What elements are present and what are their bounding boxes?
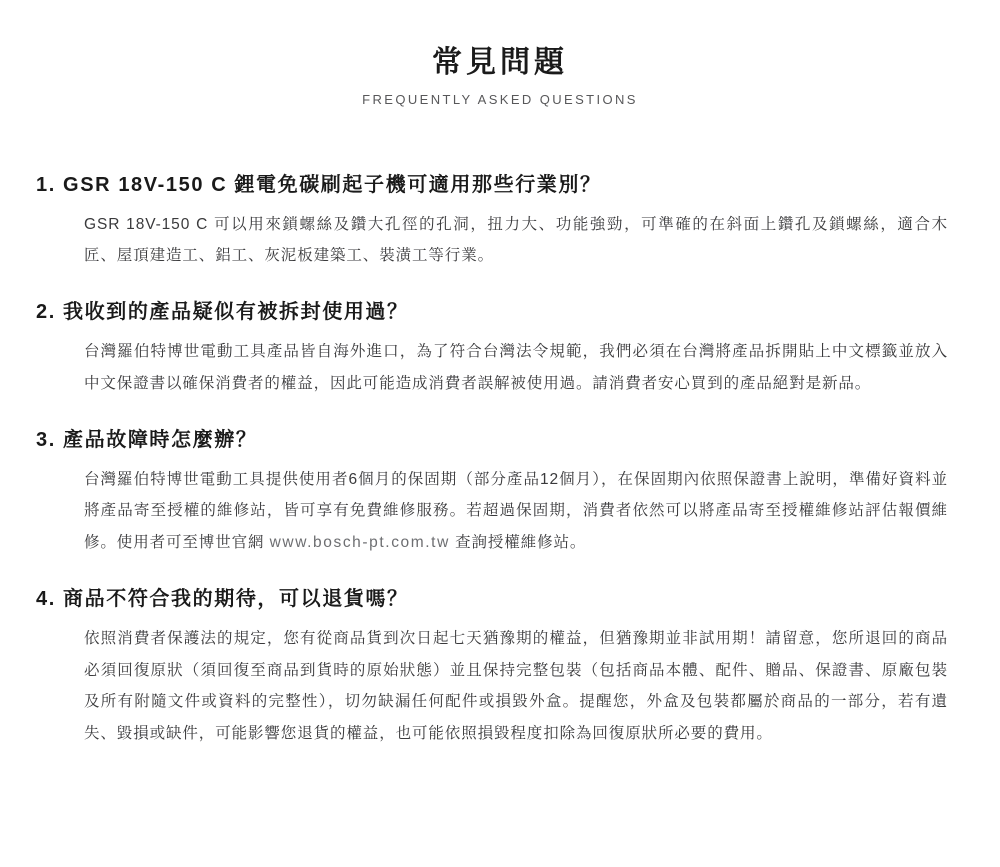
faq-answer-text-after: 查詢授權維修站。 bbox=[449, 534, 587, 552]
faq-answer-text-before: 台灣羅伯特博世電動工具提供使用者6個月的保固期（部分產品12個月），在保固期內依照保證書上說明，準備好資料並將產品寄至授權的維修站，皆可享有免費維修服務。若超過保固期，消費者依然可以將產品寄至授權維修站評估報價維修。使用者可至博世官網 bbox=[84, 470, 948, 552]
faq-answer: 台灣羅伯特博世電動工具產品皆自海外進口，為了符合台灣法令規範，我們必須在台灣將產品拆開貼上中文標籤並放入中文保證書以確保消費者的權益，因此可能造成消費者誤解被使用過。請消費者安心買到的產品絕對是新品。 bbox=[84, 343, 948, 392]
page-subtitle: FREQUENTLY ASKED QUESTIONS bbox=[362, 91, 638, 107]
faq-question: 3. 產品故障時怎麼辦？ bbox=[36, 428, 258, 451]
faq-item-3 bbox=[36, 426, 964, 559]
bosch-website-link[interactable]: www.bosch-pt.com.tw bbox=[269, 534, 450, 552]
faq-answer bbox=[36, 464, 964, 559]
faq-question: 2. 我收到的產品疑似有被拆封使用過？ bbox=[36, 301, 409, 324]
page-header bbox=[0, 0, 1000, 107]
faq-item-1 bbox=[36, 171, 964, 273]
faq-item-2 bbox=[36, 298, 964, 400]
faq-list bbox=[0, 171, 1000, 750]
faq-answer: GSR 18V-150 C 可以用來鎖螺絲及鑽大孔徑的孔洞，扭力大、功能強勁，可準確的在斜面上鑽孔及鎖螺絲，適合木匠、屋頂建造工、鋁工、灰泥板建築工、裝潢工等行業。 bbox=[84, 215, 948, 265]
faq-answer: 依照消費者保護法的規定，您有從商品貨到次日起七天猶豫期的權益，但猶豫期並非試用期！請留意，您所退回的商品必須回復原狀（須回復至商品到貨時的原始狀態）並且保持完整包裝（包括商品本體、配件、贈品、保證書、原廠包裝及所有附隨文件或資料的完整性），切勿缺漏任何配件或損毀外盒。提醒您，外盒及包裝都屬於商品的一部分，若有遺失、毀損或缺件，可能影響您退貨的權益，也可能依照損毀程度扣除為回復原狀所必要的費用。 bbox=[84, 629, 948, 743]
page-title: 常見問題 bbox=[432, 46, 568, 79]
faq-question: 1. GSR 18V-150 C 鋰電免碳刷起子機可適用那些行業別？ bbox=[36, 173, 602, 196]
faq-question: 4. 商品不符合我的期待，可以退貨嗎？ bbox=[36, 587, 409, 610]
faq-item-4 bbox=[36, 585, 964, 750]
